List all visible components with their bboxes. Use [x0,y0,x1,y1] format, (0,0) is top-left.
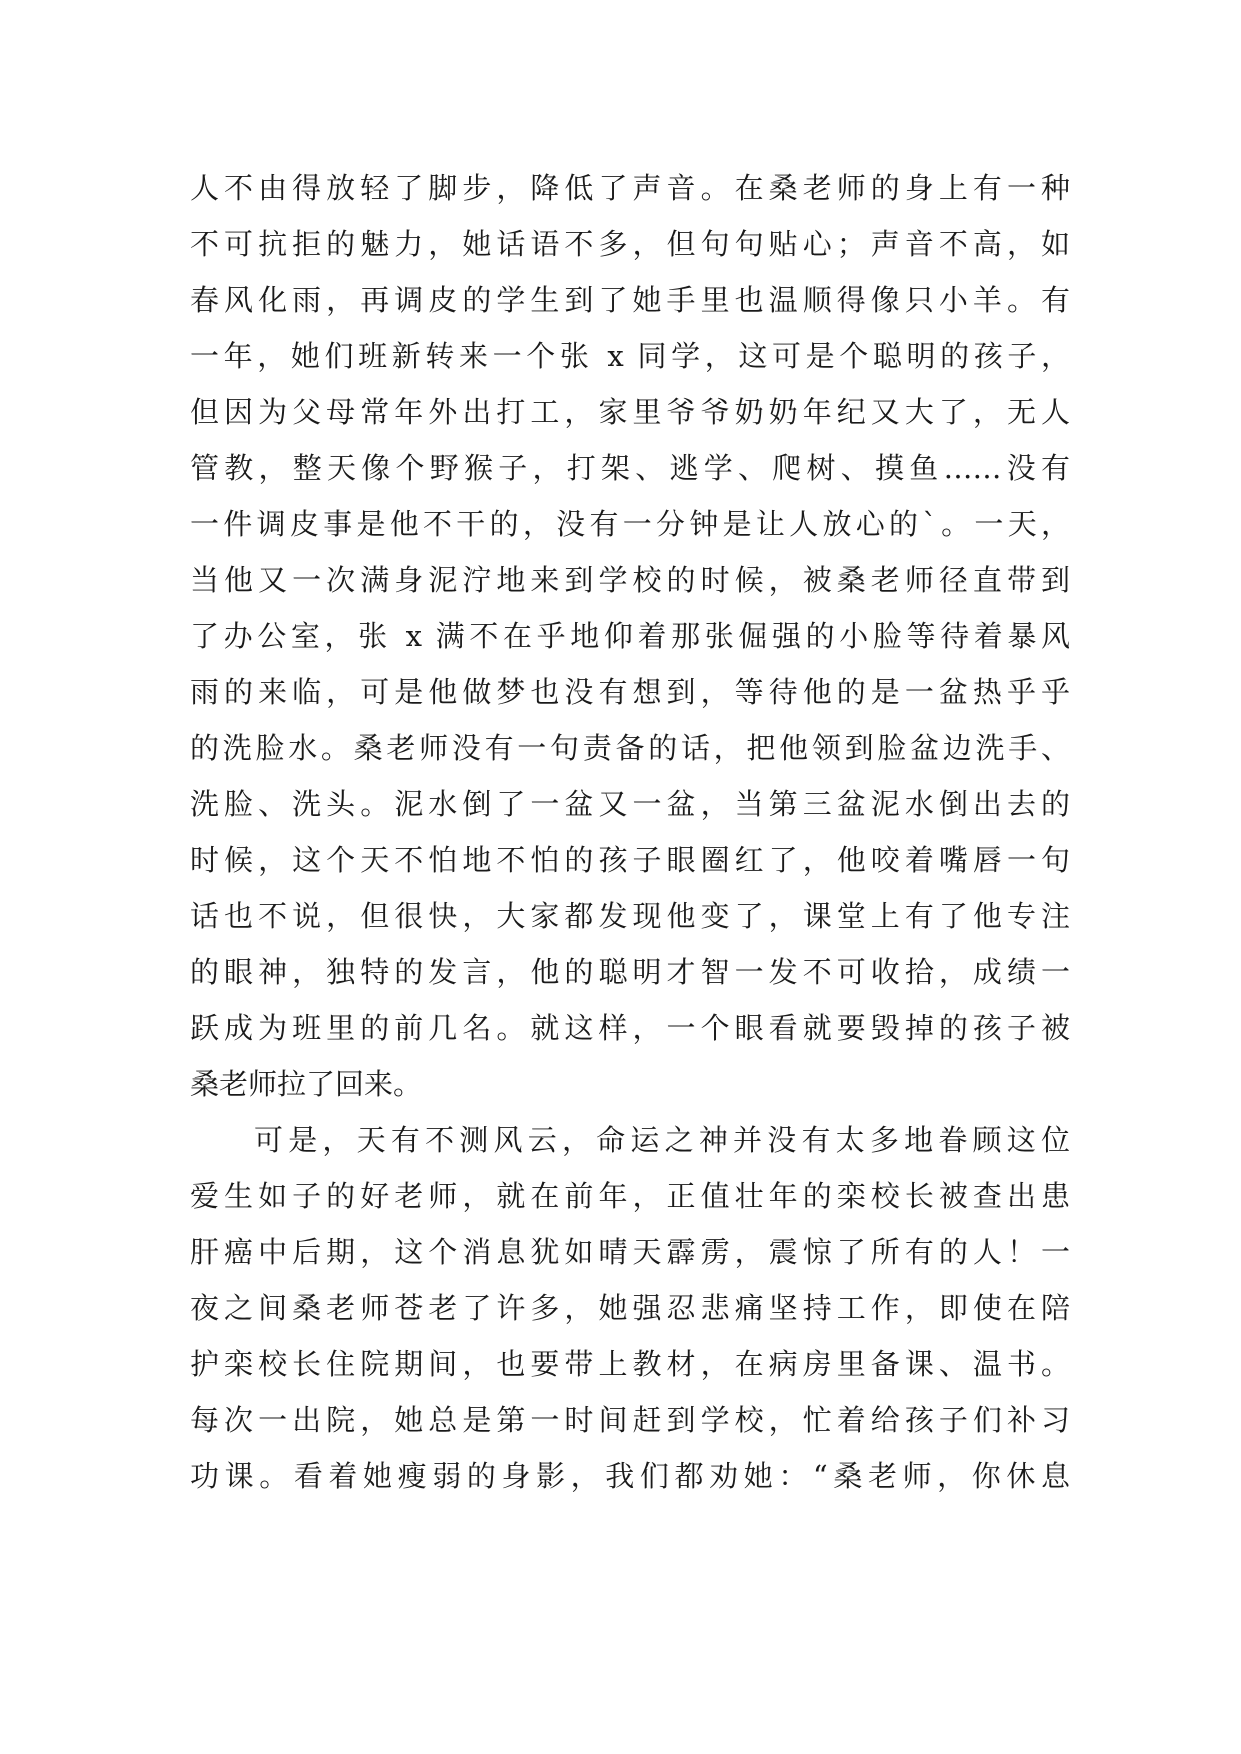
text-line: 功课。看着她瘦弱的身影，我们都劝她：“桑老师，你休息 [190,1459,1070,1493]
text-line: 每次一出院，她总是第一时间赶到学校，忙着给孩子们补习 [190,1403,1070,1437]
text-line: 护栾校长住院期间，也要带上教材，在病房里备课、温书。 [190,1347,1070,1381]
text-line: 不可抗拒的魅力，她话语不多，但句句贴心；声音不高，如 [190,227,1070,261]
text-line: 话也不说，但很快，大家都发现他变了，课堂上有了他专注 [190,899,1070,933]
text-line: 爱生如子的好老师，就在前年，正值壮年的栾校长被查出患 [190,1179,1070,1213]
text-line: 的眼神，独特的发言，他的聪明才智一发不可收拾，成绩一 [190,955,1070,989]
text-line: 一年，她们班新转来一个张 x 同学，这可是个聪明的孩子， [190,339,1070,373]
text-line: 春风化雨，再调皮的学生到了她手里也温顺得像只小羊。有 [190,283,1070,317]
text-line: 时候，这个天不怕地不怕的孩子眼圈红了，他咬着嘴唇一句 [190,843,1070,877]
text-line: 人不由得放轻了脚步，降低了声音。在桑老师的身上有一种 [190,171,1070,205]
text-line: 但因为父母常年外出打工，家里爷爷奶奶年纪又大了，无人 [190,395,1070,429]
text-line: 当他又一次满身泥泞地来到学校的时候，被桑老师径直带到 [190,563,1070,597]
text-line: 洗脸、洗头。泥水倒了一盆又一盆，当第三盆泥水倒出去的 [190,787,1070,821]
text-line: 管教，整天像个野猴子，打架、逃学、爬树、摸鱼……没有 [190,451,1070,485]
text-line: 桑老师拉了回来。 [190,1067,423,1101]
text-line: 跃成为班里的前几名。就这样，一个眼看就要毁掉的孩子被 [190,1011,1070,1045]
text-line: 夜之间桑老师苍老了许多，她强忍悲痛坚持工作，即使在陪 [190,1291,1070,1325]
text-line: 雨的来临，可是他做梦也没有想到，等待他的是一盆热乎乎 [190,675,1070,709]
text-line: 的洗脸水。桑老师没有一句责备的话，把他领到脸盆边洗手、 [190,731,1070,765]
text-line: 一件调皮事是他不干的，没有一分钟是让人放心的`。一天， [190,507,1070,541]
text-line: 了办公室，张 x 满不在乎地仰着那张倔强的小脸等待着暴风 [190,619,1070,653]
paragraph-start-line: 可是，天有不测风云，命运之神并没有太多地眷顾这位 [254,1123,1070,1157]
text-line: 肝癌中后期，这个消息犹如晴天霹雳，震惊了所有的人！一 [190,1235,1070,1269]
